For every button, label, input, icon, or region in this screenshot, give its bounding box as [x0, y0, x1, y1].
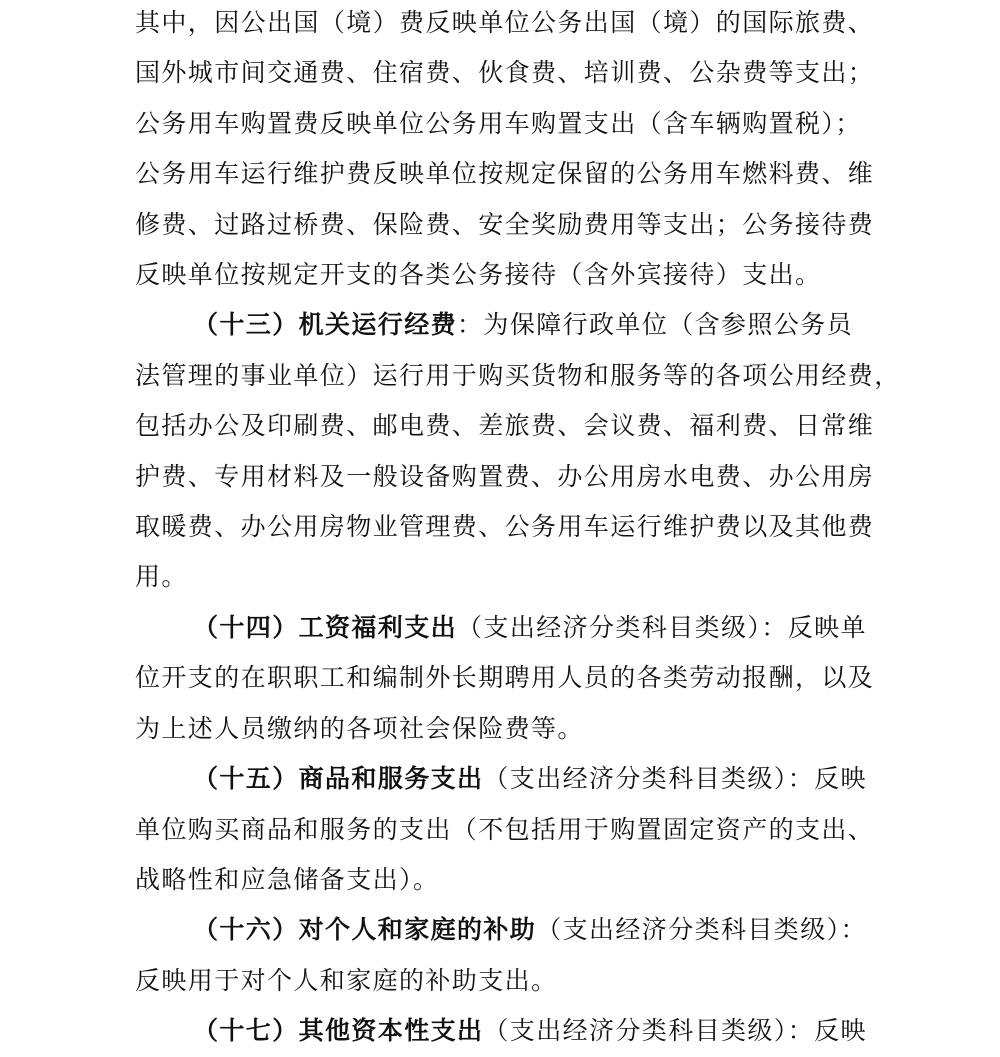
text-line: [135, 905, 880, 955]
section-heading: （十三）机关运行经费: [193, 310, 458, 340]
section-heading: （十四）工资福利支出: [193, 612, 458, 642]
section-body: ：为保障行政单位（含参照公务员: [457, 310, 854, 340]
text-line: 法管理的事业单位）运行用于购买货物和服务等的各项公用经费，: [135, 360, 901, 390]
text-line: 其中，因公出国（境）费反映单位公务出国（境）的国际旅费、: [135, 8, 875, 37]
paragraph-14-salary-welfare: [135, 603, 880, 754]
paragraph-16-household-subsidy: [135, 905, 880, 1006]
text-line: 反映用于对个人和家庭的补助支出。: [135, 965, 558, 995]
text-line: 位开支的在职职工和编制外长期聘用人员的各类劳动报酬，以及: [135, 663, 875, 693]
text-line: 包括办公及印刷费、邮电费、差旅费、会议费、福利费、日常维: [135, 411, 875, 441]
text-line: [135, 300, 880, 350]
text-line: 取暖费、办公用房物业管理费、公务用车运行维护费以及其他费: [135, 512, 875, 542]
section-heading: （十七）其他资本性支出: [193, 1016, 484, 1046]
text-line: 公务用车购置费反映单位公务用车购置支出（含车辆购置税）；: [135, 108, 862, 138]
text-line: 单位购买商品和服务的支出（不包括用于购置固定资产的支出、: [135, 814, 875, 844]
text-line: 为上述人员缴纳的各项社会保险费等。: [135, 713, 584, 743]
paragraph-17-other-capital: [135, 1006, 880, 1056]
section-heading: （十五）商品和服务支出: [193, 764, 484, 794]
paragraph-13-agency-operating-expenses: [135, 300, 901, 602]
text-line: 用。: [135, 562, 188, 592]
text-line: 修费、过路过桥费、保险费、安全奖励费用等支出；公务接待费: [135, 209, 875, 239]
text-line: 护费、专用材料及一般设备购置费、办公用房水电费、办公用房: [135, 461, 875, 491]
text-line: [135, 603, 880, 653]
text-line: [135, 1006, 880, 1056]
text-line: 公务用车运行维护费反映单位按规定保留的公务用车燃料费、维: [135, 159, 875, 189]
text-line: [135, 754, 880, 804]
text-line: 反映单位按规定开支的各类公务接待（含外宾接待）支出。: [135, 260, 822, 290]
section-body: （支出经济分类科目类级）：反映单: [457, 612, 867, 642]
section-body: （支出经济分类科目类级）：反映: [483, 764, 867, 794]
section-heading: （十六）对个人和家庭的补助: [193, 915, 537, 945]
document-page: [135, 0, 901, 1057]
section-body: （支出经济分类科目类级）：反映: [483, 1016, 867, 1046]
text-line: 国外城市间交通费、住宿费、伙食费、培训费、公杂费等支出；: [135, 58, 875, 88]
paragraph-public-expense-detail: [135, 0, 880, 300]
section-body: （支出经济分类科目类级）：: [536, 915, 867, 945]
text-line: 战略性和应急储备支出）。: [135, 864, 440, 894]
paragraph-15-goods-services: [135, 754, 880, 905]
